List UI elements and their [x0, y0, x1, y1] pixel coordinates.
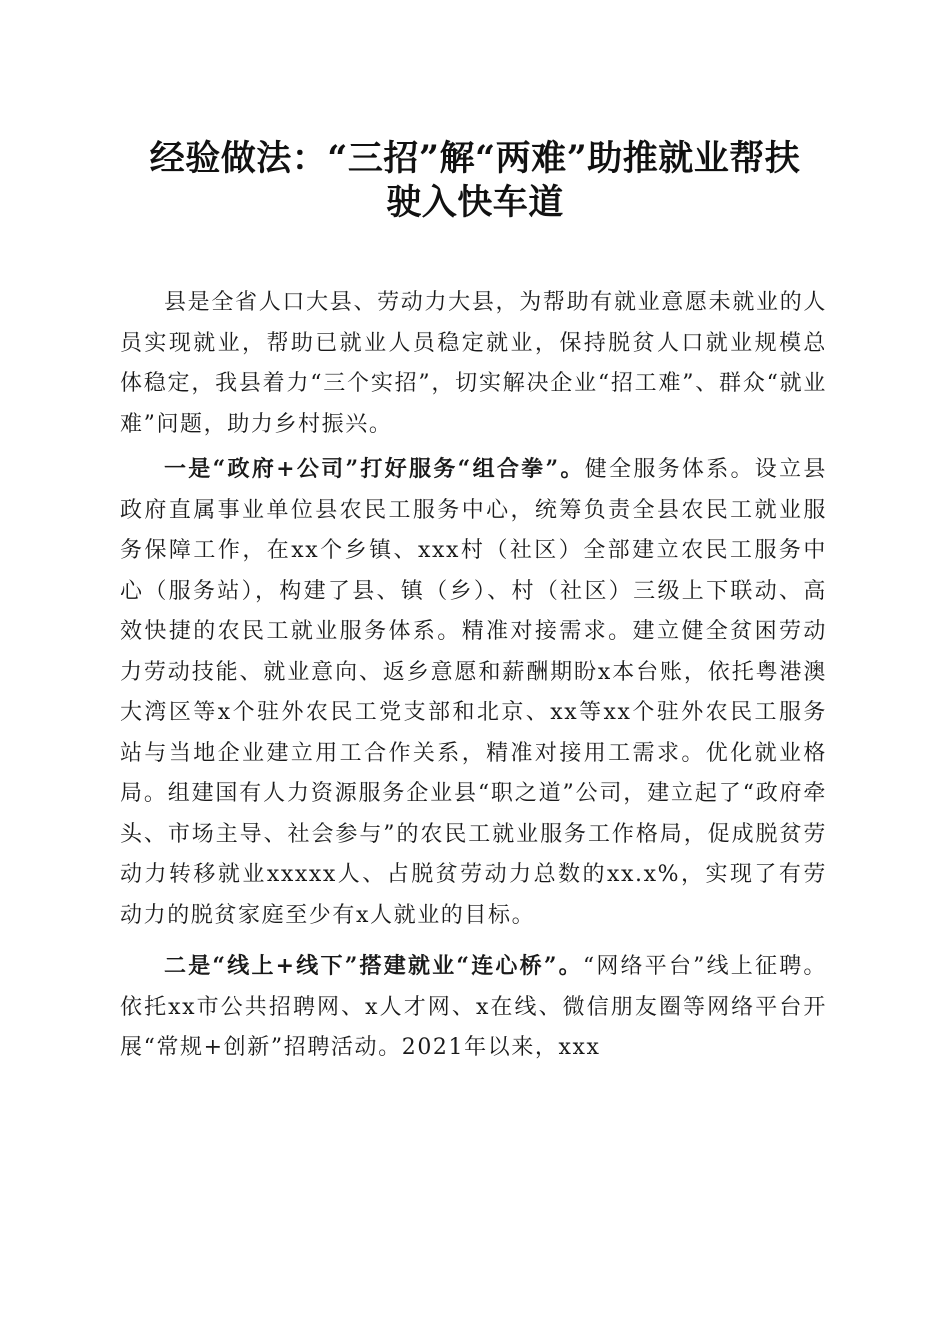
paragraph-text: 健全服务体系。设立县政府直属事业单位县农民工服务中心，统筹负责全县农民工就业服务保障工作，在xx个乡镇、xxx村（社区）全部建立农民工服务中心（服务站），构建了县、镇（乡）、村（社区）三级上下联动、高效快捷的农民工就业服务体系。精准对接需求。建立健全贫困劳动力劳动技能、就业意向、返乡意愿和薪酬期盼x本台账，依托粤港澳大湾区等x个驻外农民工党支部和北京、xx等xx个驻外农民工服务站与当地企业建立用工合作关系，精准对接用工需求。优化就业格局。组建国有人力资源服务企业县“职之道”公司，建立起了“政府牵头、市场主导、社会参与”的农民工就业服务工作格局，促成脱贫劳动力转移就业xxxxx人、占脱贫劳动力总数的xx.x%，实现了有劳动力的脱贫家庭至少有x人就业的目标。 [120, 457, 827, 928]
paragraph-text: “网络平台”线上征聘。依托xx市公共招聘网、x人才网、x在线、微信朋友圈等网络平台开展“常规+创新”招聘活动。2021年以来，xxx [120, 954, 827, 1060]
paragraph-point-1 [120, 449, 827, 936]
title-line-1: 经验做法：“三招”解“两难”助推就业帮扶 [149, 138, 801, 179]
document-body [120, 283, 827, 1073]
paragraph-intro [120, 283, 827, 445]
paragraph-lead: 二是“线上+线下”搭建就业“连心桥”。 [164, 953, 583, 979]
title-line-2: 驶入快车道 [386, 182, 564, 223]
paragraph-text: 县是全省人口大县、劳动力大县，为帮助有就业意愿未就业的人员实现就业，帮助已就业人员稳定就业，保持脱贫人口就业规模总体稳定，我县着力“三个实招”，切实解决企业“招工难”、群众“就业难”问题，助力乡村振兴。 [120, 290, 827, 437]
paragraph-point-2 [120, 946, 827, 1069]
document-title [100, 137, 850, 225]
paragraph-lead: 一是“政府+公司”打好服务“组合拳”。 [164, 456, 585, 482]
